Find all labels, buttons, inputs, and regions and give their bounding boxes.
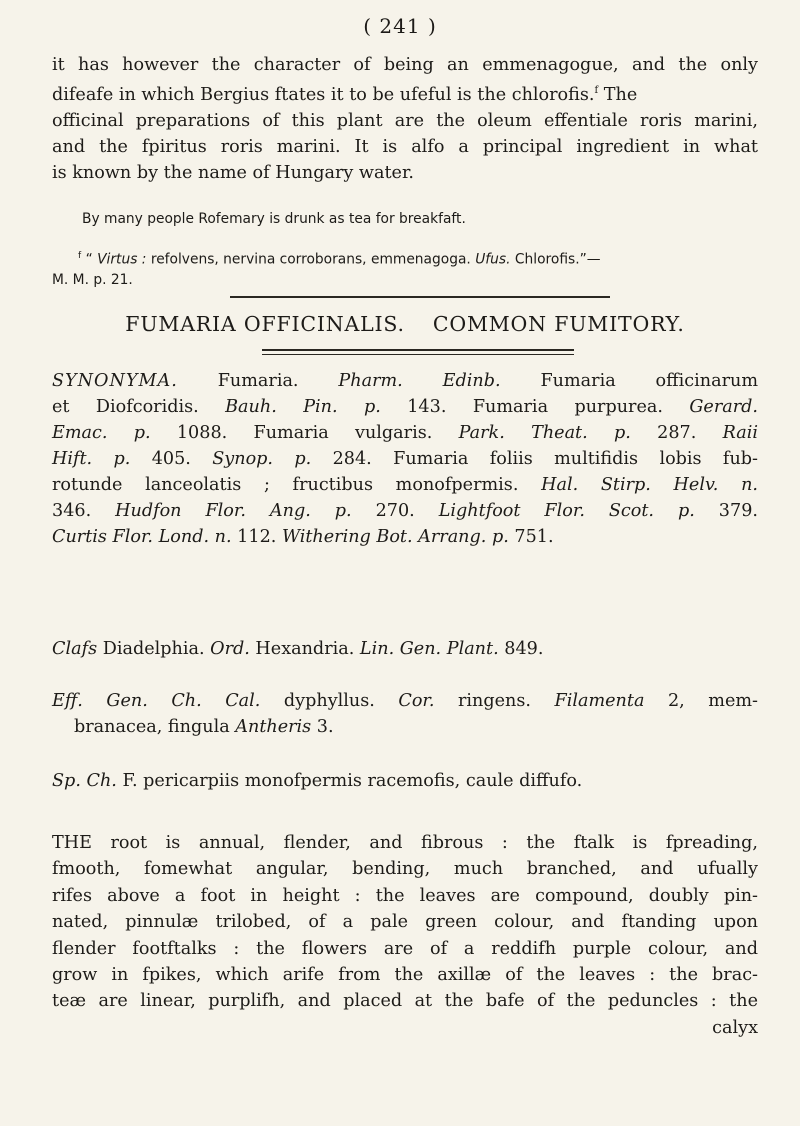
citation: Lin. Gen. Plant. bbox=[359, 639, 499, 659]
text-line: officinal preparations of this plant are the oleum effentiale roris marini, bbox=[52, 110, 758, 131]
text-span: 270. bbox=[351, 501, 439, 521]
double-divider-rule bbox=[262, 349, 574, 355]
footnote-italic: Virtus : bbox=[97, 251, 147, 268]
catchword: calyx bbox=[712, 1017, 758, 1038]
text-span: et Diofcoridis. bbox=[52, 397, 226, 417]
filamenta-label: Filamenta bbox=[554, 691, 645, 711]
text-span: F. pericarpiis monofpermis racemofis, caule diffufo. bbox=[116, 771, 583, 791]
text-span: ringens. bbox=[434, 691, 555, 711]
text-line: grow in fpikes, which arife from the axillæ of the leaves : the brac- bbox=[52, 965, 758, 986]
heading-english: COMMON FUMITORY. bbox=[432, 312, 685, 336]
text-span: branacea, fingula bbox=[74, 717, 236, 737]
footnote-mark: f bbox=[594, 85, 599, 96]
page-number: ( 241 ) bbox=[363, 14, 437, 38]
eff-label: Eff. Gen. Ch. bbox=[52, 691, 202, 711]
divider-rule bbox=[230, 296, 610, 298]
text-span: 405. bbox=[130, 449, 213, 469]
text-span: dyphyllus. bbox=[260, 691, 399, 711]
calyx-label: Cal. bbox=[201, 691, 261, 711]
quote-mark: “ bbox=[85, 251, 93, 268]
text-span: difeafe in which Bergius ftates it to be ufeful is the chlorofis. bbox=[52, 84, 595, 105]
footnote-mark: f bbox=[78, 251, 82, 261]
text-line: it has however the character of being an emmenagogue, and the only bbox=[52, 55, 758, 75]
citation: Hift. p. bbox=[52, 449, 131, 469]
synonyma-line bbox=[52, 368, 758, 394]
text-span: rotunde lanceolatis ; fructibus monofpermis. bbox=[52, 475, 542, 495]
citation: Withering Bot. Arrang. p. bbox=[281, 527, 509, 547]
text-line: rifes above a foot in height : the leaves are compound, doubly pin- bbox=[52, 885, 758, 906]
synonyma-line bbox=[52, 420, 758, 446]
class-line bbox=[52, 636, 758, 662]
text-span: 1088. Fumaria vulgaris. bbox=[150, 423, 459, 443]
description-paragraph bbox=[52, 830, 758, 1041]
text-span: 2, mem- bbox=[644, 691, 758, 711]
synonyma-line bbox=[52, 394, 758, 420]
footnote-line: M. M. p. 21. bbox=[52, 271, 133, 288]
citation: Raii bbox=[722, 423, 758, 443]
text-span: 346. bbox=[52, 501, 116, 521]
synonyma-label: SYNONYMA. bbox=[52, 371, 178, 391]
synonyma-line bbox=[52, 524, 758, 550]
class-label: Clafs bbox=[52, 639, 98, 659]
text-line bbox=[52, 714, 758, 740]
text-span: 284. Fumaria foliis multifidis lobis fub- bbox=[311, 449, 758, 469]
text-line: flender footftalks : the flowers are of a reddifh purple colour, and bbox=[52, 938, 758, 959]
sp-label: Sp. Ch. bbox=[52, 771, 117, 791]
citation: Bauh. Pin. p. bbox=[225, 397, 381, 417]
citation: Synop. p. bbox=[212, 449, 312, 469]
text-span: Diadelphia. bbox=[97, 639, 211, 659]
specific-character bbox=[52, 768, 758, 794]
text-line: teæ are linear, purplifh, and placed at the bafe of the peduncles : the bbox=[52, 991, 758, 1012]
footnote bbox=[52, 246, 758, 290]
section-heading bbox=[52, 312, 758, 336]
citation: Hal. Stirp. Helv. n. bbox=[541, 475, 759, 495]
text-line bbox=[52, 688, 758, 714]
text-line: is known by the name of Hungary water. bbox=[52, 162, 415, 183]
text-span: 849. bbox=[498, 639, 544, 659]
citation: Emac. p. bbox=[52, 423, 151, 443]
citation: Park. Theat. p. bbox=[458, 423, 631, 443]
text-span: 751. bbox=[508, 527, 554, 547]
footnote-italic: Ufus. bbox=[475, 251, 511, 268]
essential-character bbox=[52, 688, 758, 740]
text-span: 143. Fumaria purpurea. bbox=[380, 397, 690, 417]
text-span: Hexandria. bbox=[249, 639, 360, 659]
text-line: nated, pinnulæ trilobed, of a pale green colour, and ftanding upon bbox=[52, 912, 758, 933]
text-line: fmooth, fomewhat angular, bending, much branched, and ufually bbox=[52, 859, 758, 880]
text-line: and the fpiritus roris marini. It is alfo a principal ingredient in what bbox=[52, 136, 758, 157]
text-span: 287. bbox=[630, 423, 723, 443]
footnote-line bbox=[52, 246, 758, 270]
text-span: Fumaria. bbox=[177, 371, 339, 391]
footnote-text: Chlorofis.”— bbox=[510, 251, 601, 268]
text-line: THE root is annual, flender, and fibrous : the ftalk is fpreading, bbox=[52, 833, 758, 853]
synonyma-line bbox=[52, 498, 758, 524]
corolla-label: Cor. bbox=[398, 691, 435, 711]
text-span: Fumaria officinarum bbox=[500, 371, 759, 391]
note-breakfast: By many people Rofemary is drunk as tea for breakfaft. bbox=[82, 211, 466, 227]
citation: Hudfon Flor. Ang. p. bbox=[115, 501, 352, 521]
antheris-label: Antheris bbox=[235, 717, 312, 737]
synonyma-line bbox=[52, 472, 758, 498]
text-line bbox=[52, 78, 758, 108]
paragraph-rosemary bbox=[52, 52, 758, 186]
text-span: The bbox=[598, 84, 638, 105]
footnote-text: refolvens, nervina corroborans, emmenagoga. bbox=[146, 251, 476, 268]
heading-latin: FUMARIA OFFICINALIS. bbox=[125, 312, 405, 336]
order-label: Ord. bbox=[210, 639, 250, 659]
citation: Gerard. bbox=[689, 397, 758, 417]
citation: Pharm. Edinb. bbox=[338, 371, 501, 391]
citation: Curtis Flor. Lond. n. bbox=[52, 527, 232, 547]
text-span: 379. bbox=[694, 501, 758, 521]
text-span: 112. bbox=[231, 527, 282, 547]
synonyma-line bbox=[52, 446, 758, 472]
text-span: 3. bbox=[311, 717, 334, 737]
citation: Lightfoot Flor. Scot. p. bbox=[438, 501, 695, 521]
synonyma-block bbox=[52, 368, 758, 550]
